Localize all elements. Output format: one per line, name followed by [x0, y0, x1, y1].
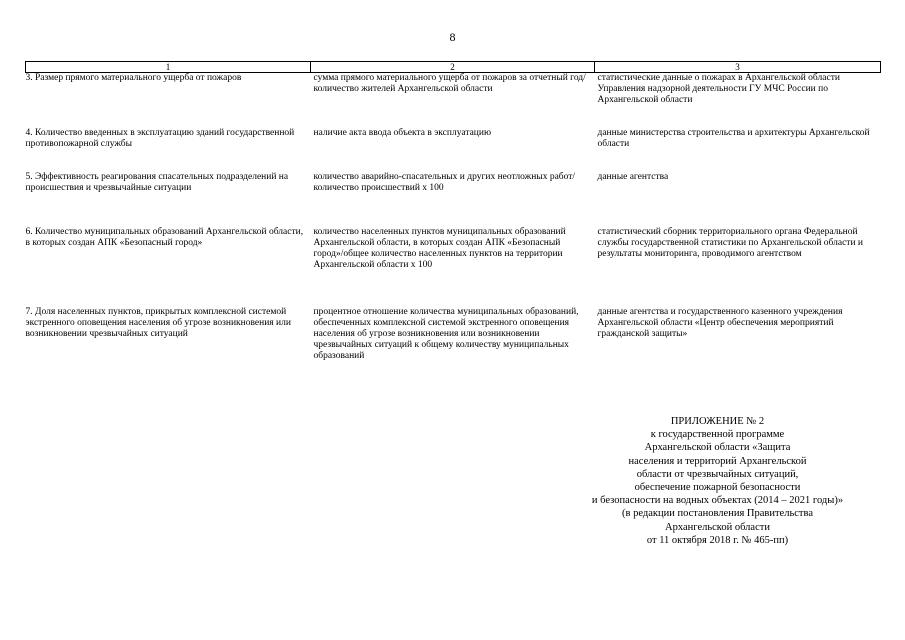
- appendix-line: (в редакции постановления Правительства: [622, 508, 813, 520]
- data-source: данные агентства: [597, 171, 669, 182]
- data-source: данные агентства и государственного казенного учреждения Архангельской области «Центр обеспечения мероприятий гражданской защиты»: [597, 306, 843, 339]
- table-row: [26, 227, 881, 307]
- calculation-method: сумма прямого материального ущерба от пожаров за отчетный год/количество жителей Архангельской области: [313, 73, 586, 95]
- indicators-table: [25, 61, 881, 389]
- calculation-method: наличие акта ввода объекта в эксплуатацию: [313, 127, 492, 138]
- calculation-method: количество аварийно-спасательных и других неотложных работ/количество происшествий х 100: [313, 171, 576, 193]
- table-row: [26, 128, 881, 172]
- column-header-2: 2: [311, 62, 595, 73]
- table-row: [26, 172, 881, 227]
- data-source: статистический сборник территориального органа Федеральной службы государственной статистики по Архангельской области и результаты мониторинга, проводимого агентством: [597, 226, 863, 259]
- indicator-name: 4. Количество введенных в эксплуатацию зданий государственной противопожарной службы: [25, 127, 295, 149]
- appendix-line: к государственной программе: [650, 429, 785, 441]
- column-header-3: 3: [595, 62, 881, 73]
- calculation-method: количество населенных пунктов муниципальных образований Архангельской области, в которых создан АПК «Безопасный город»/общее количество населенных пунктов на территории Архангельской области х 100: [313, 226, 566, 271]
- table-row: [26, 73, 881, 128]
- appendix-line: населения и территорий Архангельской: [628, 455, 807, 467]
- indicator-name: 5. Эффективность реагирования спасательных подразделений на происшествия и чрезвычайные ситуации: [25, 171, 289, 193]
- appendix-block: [545, 415, 890, 547]
- appendix-line: от 11 октября 2018 г. № 465-пп): [646, 534, 789, 546]
- calculation-method: процентное отношение количества муниципальных образований, обеспеченных комплексной системой экстренного оповещения населения об угрозе возникновения или возникновении чрезвычайных ситуаций к общему количеству муниципальных образований: [313, 306, 579, 362]
- table-row: [26, 307, 881, 389]
- table-header: [26, 62, 881, 73]
- appendix-line: Архангельской области «Защита: [644, 442, 791, 454]
- indicator-name: 6. Количество муниципальных образований Архангельской области, в которых создан АПК «Безопасный город»: [25, 226, 304, 248]
- appendix-line: области от чрезвычайных ситуаций,: [636, 468, 799, 480]
- data-source: данные министерства строительства и архитектуры Архангельской области: [597, 127, 870, 149]
- appendix-title: ПРИЛОЖЕНИЕ № 2: [670, 416, 765, 427]
- appendix-line: и безопасности на водных объектах (2014 – 2021 годы)»: [591, 495, 844, 507]
- page-number: 8: [449, 30, 456, 44]
- data-source: статистические данные о пожарах в Архангельской области Управления надзорной деятельности ГУ МЧС России по Архангельской области: [597, 73, 840, 106]
- indicator-name: 3. Размер прямого материального ущерба от пожаров: [25, 73, 242, 83]
- appendix-line: обеспечение пожарной безопасности: [634, 482, 801, 494]
- appendix-line: Архангельской области: [665, 521, 770, 533]
- column-header-1: 1: [26, 62, 311, 73]
- indicator-name: 7. Доля населенных пунктов, прикрытых комплексной системой экстренного оповещения населения об угрозе возникновения или возникновении чрезвычайных ситуаций: [25, 306, 291, 339]
